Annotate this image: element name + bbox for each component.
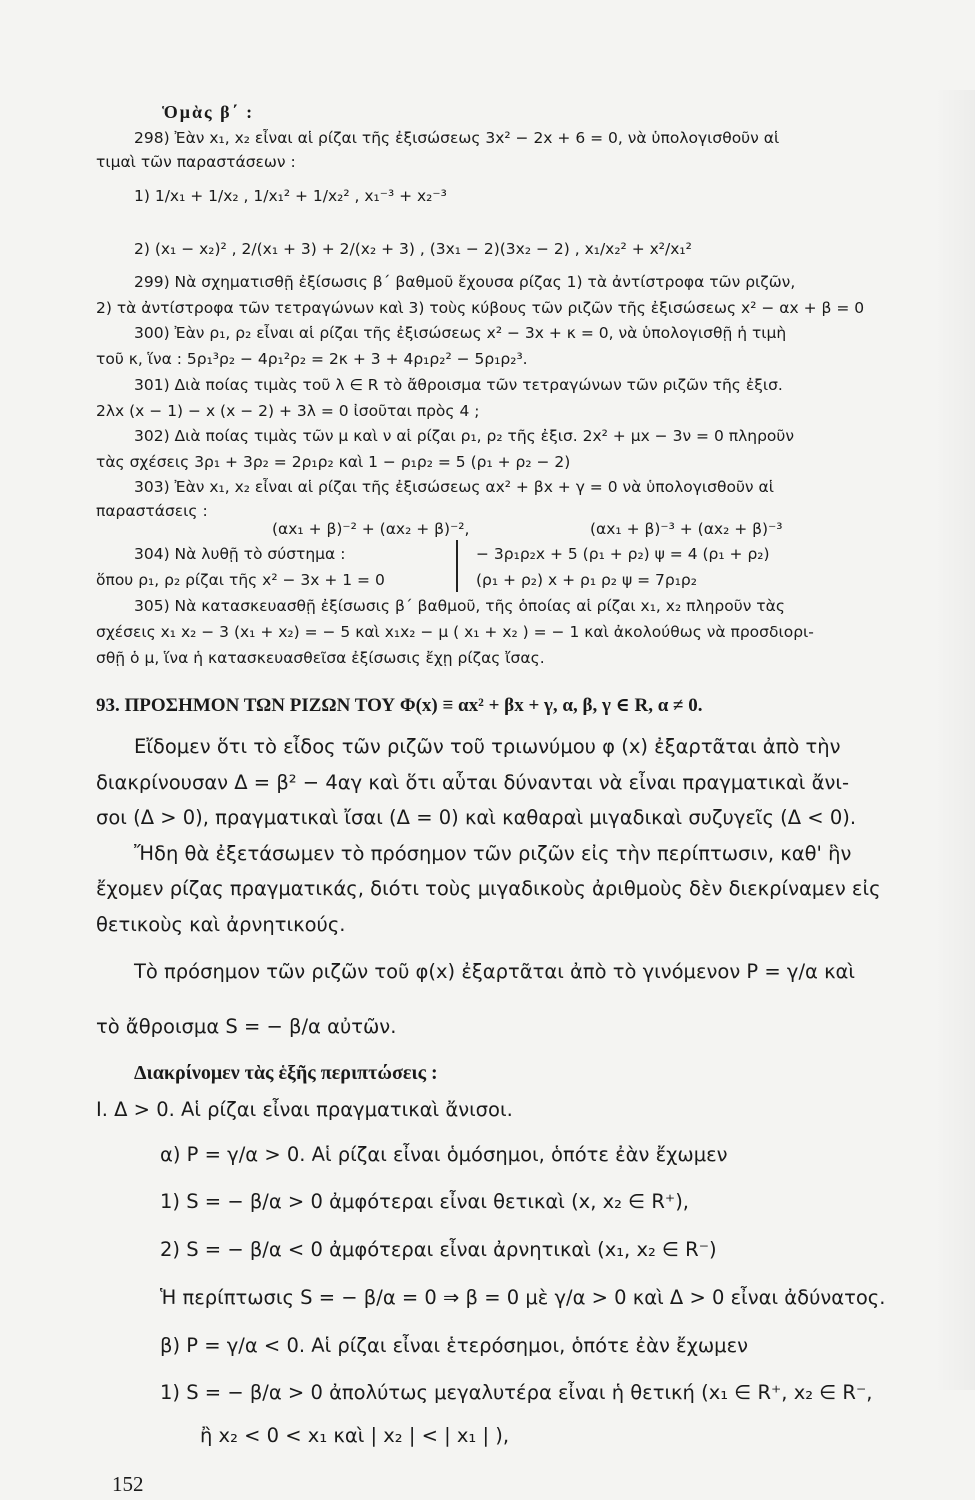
paragraph-1-line-1: Εἴδομεν ὅτι τὸ εἶδος τῶν ριζῶν τοῦ τριωνύμου φ (x) ἐξαρτᾶται ἀπὸ τὴν (134, 735, 841, 758)
exercise-303-expression-b: (αx₁ + β)⁻³ + (αx₂ + β)⁻³ (590, 520, 783, 538)
case-b-1-continued: ἢ x₂ < 0 < x₁ καὶ | x₂ | < | x₁ | ), (200, 1424, 510, 1447)
case-a-1: 1) S = − β/α > 0 ἀμφότεραι εἶναι θετικαὶ (x, x₂ ∈ R⁺), (160, 1190, 690, 1213)
system-brace-line (456, 540, 458, 592)
exercise-305-line-2: σχέσεις x₁ x₂ − 3 (x₁ + x₂) = − 5 καὶ x₁x₂ − μ ( x₁ + x₂ ) = − 1 καὶ ἀκολούθως νὰ προσδιορι- (96, 623, 814, 641)
paragraph-2-line-3: θετικοὺς καὶ ἀρνητικούς. (96, 913, 346, 936)
case-a: α) P = γ/α > 0. Αἱ ρίζαι εἶναι ὁμόσημοι, ὁπότε ἐὰν ἔχωμεν (160, 1143, 728, 1166)
case-1: I. Δ > 0. Αἱ ρίζαι εἶναι πραγματικαὶ ἄνισοι. (96, 1098, 513, 1121)
exercise-301-line-1: 301) Διὰ ποίας τιμὰς τοῦ λ ∈ R τὸ ἄθροισμα τῶν τετραγώνων τῶν ριζῶν τῆς ἐξισ. (134, 376, 783, 394)
exercise-302-line-2: τὰς σχέσεις 3ρ₁ + 3ρ₂ = 2ρ₁ρ₂ καὶ 1 − ρ₁ρ₂ = 5 (ρ₁ + ρ₂ − 2) (96, 453, 571, 471)
exercise-298-line-1: 298) Ἐὰν x₁, x₂ εἶναι αἱ ρίζαι τῆς ἐξισώσεως 3x² − 2x + 6 = 0, νὰ ὑπολογισθοῦν αἱ (134, 129, 780, 147)
exercise-305-line-1: 305) Νὰ κατασκευασθῇ ἐξίσωσις β΄ βαθμοῦ, τῆς ὁποίας αἱ ρίζαι x₁, x₂ πληροῦν τὰς (134, 597, 785, 615)
paragraph-3-line-2: τὸ ἄθροισμα S = − β/α αὐτῶν. (96, 1015, 397, 1038)
exercise-304-left-2: ὅπου ρ₁, ρ₂ ρίζαι τῆς x² − 3x + 1 = 0 (96, 571, 385, 589)
exercise-298-expression-2: 2) (x₁ − x₂)² , 2/(x₁ + 3) + 2/(x₂ + 3) , (3x₁ − 2)(3x₂ − 2) , x₁/x₂² + x²/x₁² (134, 240, 692, 258)
exercise-298-line-2: τιμαὶ τῶν παραστάσεων : (96, 153, 296, 171)
exercise-303-line-1: 303) Ἐὰν x₁, x₂ εἶναι αἱ ρίζαι τῆς ἐξισώσεως αx² + βx + γ = 0 νὰ ὑπολογισθοῦν αἱ (134, 478, 774, 496)
exercise-299-line-1: 299) Νὰ σχηματισθῇ ἐξίσωσις β΄ βαθμοῦ ἔχουσα ρίζας 1) τὰ ἀντίστροφα τῶν ριζῶν, (134, 273, 796, 291)
case-b-1: 1) S = − β/α > 0 ἀπολύτως μεγαλυτέρα εἶναι ἡ θετική (x₁ ∈ R⁺, x₂ ∈ R⁻, (160, 1381, 873, 1404)
exercise-300-line-2: τοῦ κ, ἵνα : 5ρ₁³ρ₂ − 4ρ₁²ρ₂ = 2κ + 3 + 4ρ₁ρ₂² − 5ρ₁ρ₂³. (96, 350, 528, 368)
exercise-304-left-1: 304) Νὰ λυθῇ τὸ σύστημα : (134, 545, 346, 563)
cases-subheading: Διακρίνομεν τὰς ἑξῆς περιπτώσεις : (134, 1062, 438, 1084)
case-a-2: 2) S = − β/α < 0 ἀμφότεραι εἶναι ἀρνητικαὶ (x₁, x₂ ∈ R⁻) (160, 1238, 717, 1261)
exercise-304-right-2: (ρ₁ + ρ₂) x + ρ₁ ρ₂ ψ = 7ρ₁ρ₂ (476, 571, 697, 589)
page-edge-shadow (935, 90, 975, 1390)
paragraph-1-line-2: διακρίνουσαν Δ = β² − 4αγ καὶ ὅτι αὗται δύνανται νὰ εἶναι πραγματικαὶ ἄνι- (96, 771, 849, 794)
exercise-301-line-2: 2λx (x − 1) − x (x − 2) + 3λ = 0 ἰσοῦται πρὸς 4 ; (96, 402, 480, 420)
exercise-300-line-1: 300) Ἐὰν ρ₁, ρ₂ εἶναι αἱ ρίζαι τῆς ἐξισώσεως x² − 3x + κ = 0, νὰ ὑπολογισθῇ ἡ τιμὴ (134, 324, 787, 342)
exercise-299-line-2: 2) τὰ ἀντίστροφα τῶν τετραγώνων καὶ 3) τοὺς κύβους τῶν ριζῶν τῆς ἐξισώσεως x² − αx + β = 0 (96, 299, 865, 317)
exercise-303-line-2: παραστάσεις : (96, 502, 208, 520)
paragraph-1-line-3: σοι (Δ > 0), πραγματικαὶ ἴσαι (Δ = 0) καὶ καθαραὶ μιγαδικαὶ συζυγεῖς (Δ < 0). (96, 806, 857, 829)
exercise-298-expression-1: 1) 1/x₁ + 1/x₂ , 1/x₁² + 1/x₂² , x₁⁻³ + x₂⁻³ (134, 187, 447, 205)
exercise-303-expression-a: (αx₁ + β)⁻² + (αx₂ + β)⁻², (272, 520, 470, 538)
page-number: 152 (112, 1472, 144, 1496)
case-b: β) P = γ/α < 0. Αἱ ρίζαι εἶναι ἑτερόσημοι, ὁπότε ἐὰν ἔχωμεν (160, 1334, 749, 1357)
paragraph-3-line-1: Τὸ πρόσημον τῶν ριζῶν τοῦ φ(x) ἐξαρτᾶται ἀπὸ τὸ γινόμενον P = γ/α καὶ (134, 960, 856, 983)
exercise-302-line-1: 302) Διὰ ποίας τιμὰς τῶν μ καὶ ν αἱ ρίζαι ρ₁, ρ₂ τῆς ἐξισ. 2x² + μx − 3ν = 0 πληροῦν (134, 427, 795, 445)
paragraph-2-line-1: Ἤδη θὰ ἐξετάσωμεν τὸ πρόσημον τῶν ριζῶν εἰς τὴν περίπτωσιν, καθ' ἣν (134, 842, 852, 865)
paragraph-2-line-2: ἔχομεν ρίζας πραγματικάς, διότι τοὺς μιγαδικοὺς ἀριθμοὺς δὲν διεκρίναμεν εἰς (96, 877, 881, 900)
group-heading: Ὁμὰς β΄ : (162, 102, 255, 122)
section-heading: 93. ΠΡΟΣΗΜΟΝ ΤΩΝ ΡΙΖΩΝ ΤΟΥ Φ(x) ≡ αx² + βx + γ, α, β, γ ∈ R, α ≠ 0. (96, 695, 703, 716)
case-note: Ἡ περίπτωσις S = − β/α = 0 ⇒ β = 0 μὲ γ/α > 0 καὶ Δ > 0 εἶναι ἀδύνατος. (160, 1286, 886, 1309)
exercise-304-right-1: − 3ρ₁ρ₂x + 5 (ρ₁ + ρ₂) ψ = 4 (ρ₁ + ρ₂) (476, 545, 770, 563)
exercise-305-line-3: σθῇ ὁ μ, ἵνα ἡ κατασκευασθεῖσα ἐξίσωσις ἔχῃ ρίζας ἴσας. (96, 649, 545, 667)
